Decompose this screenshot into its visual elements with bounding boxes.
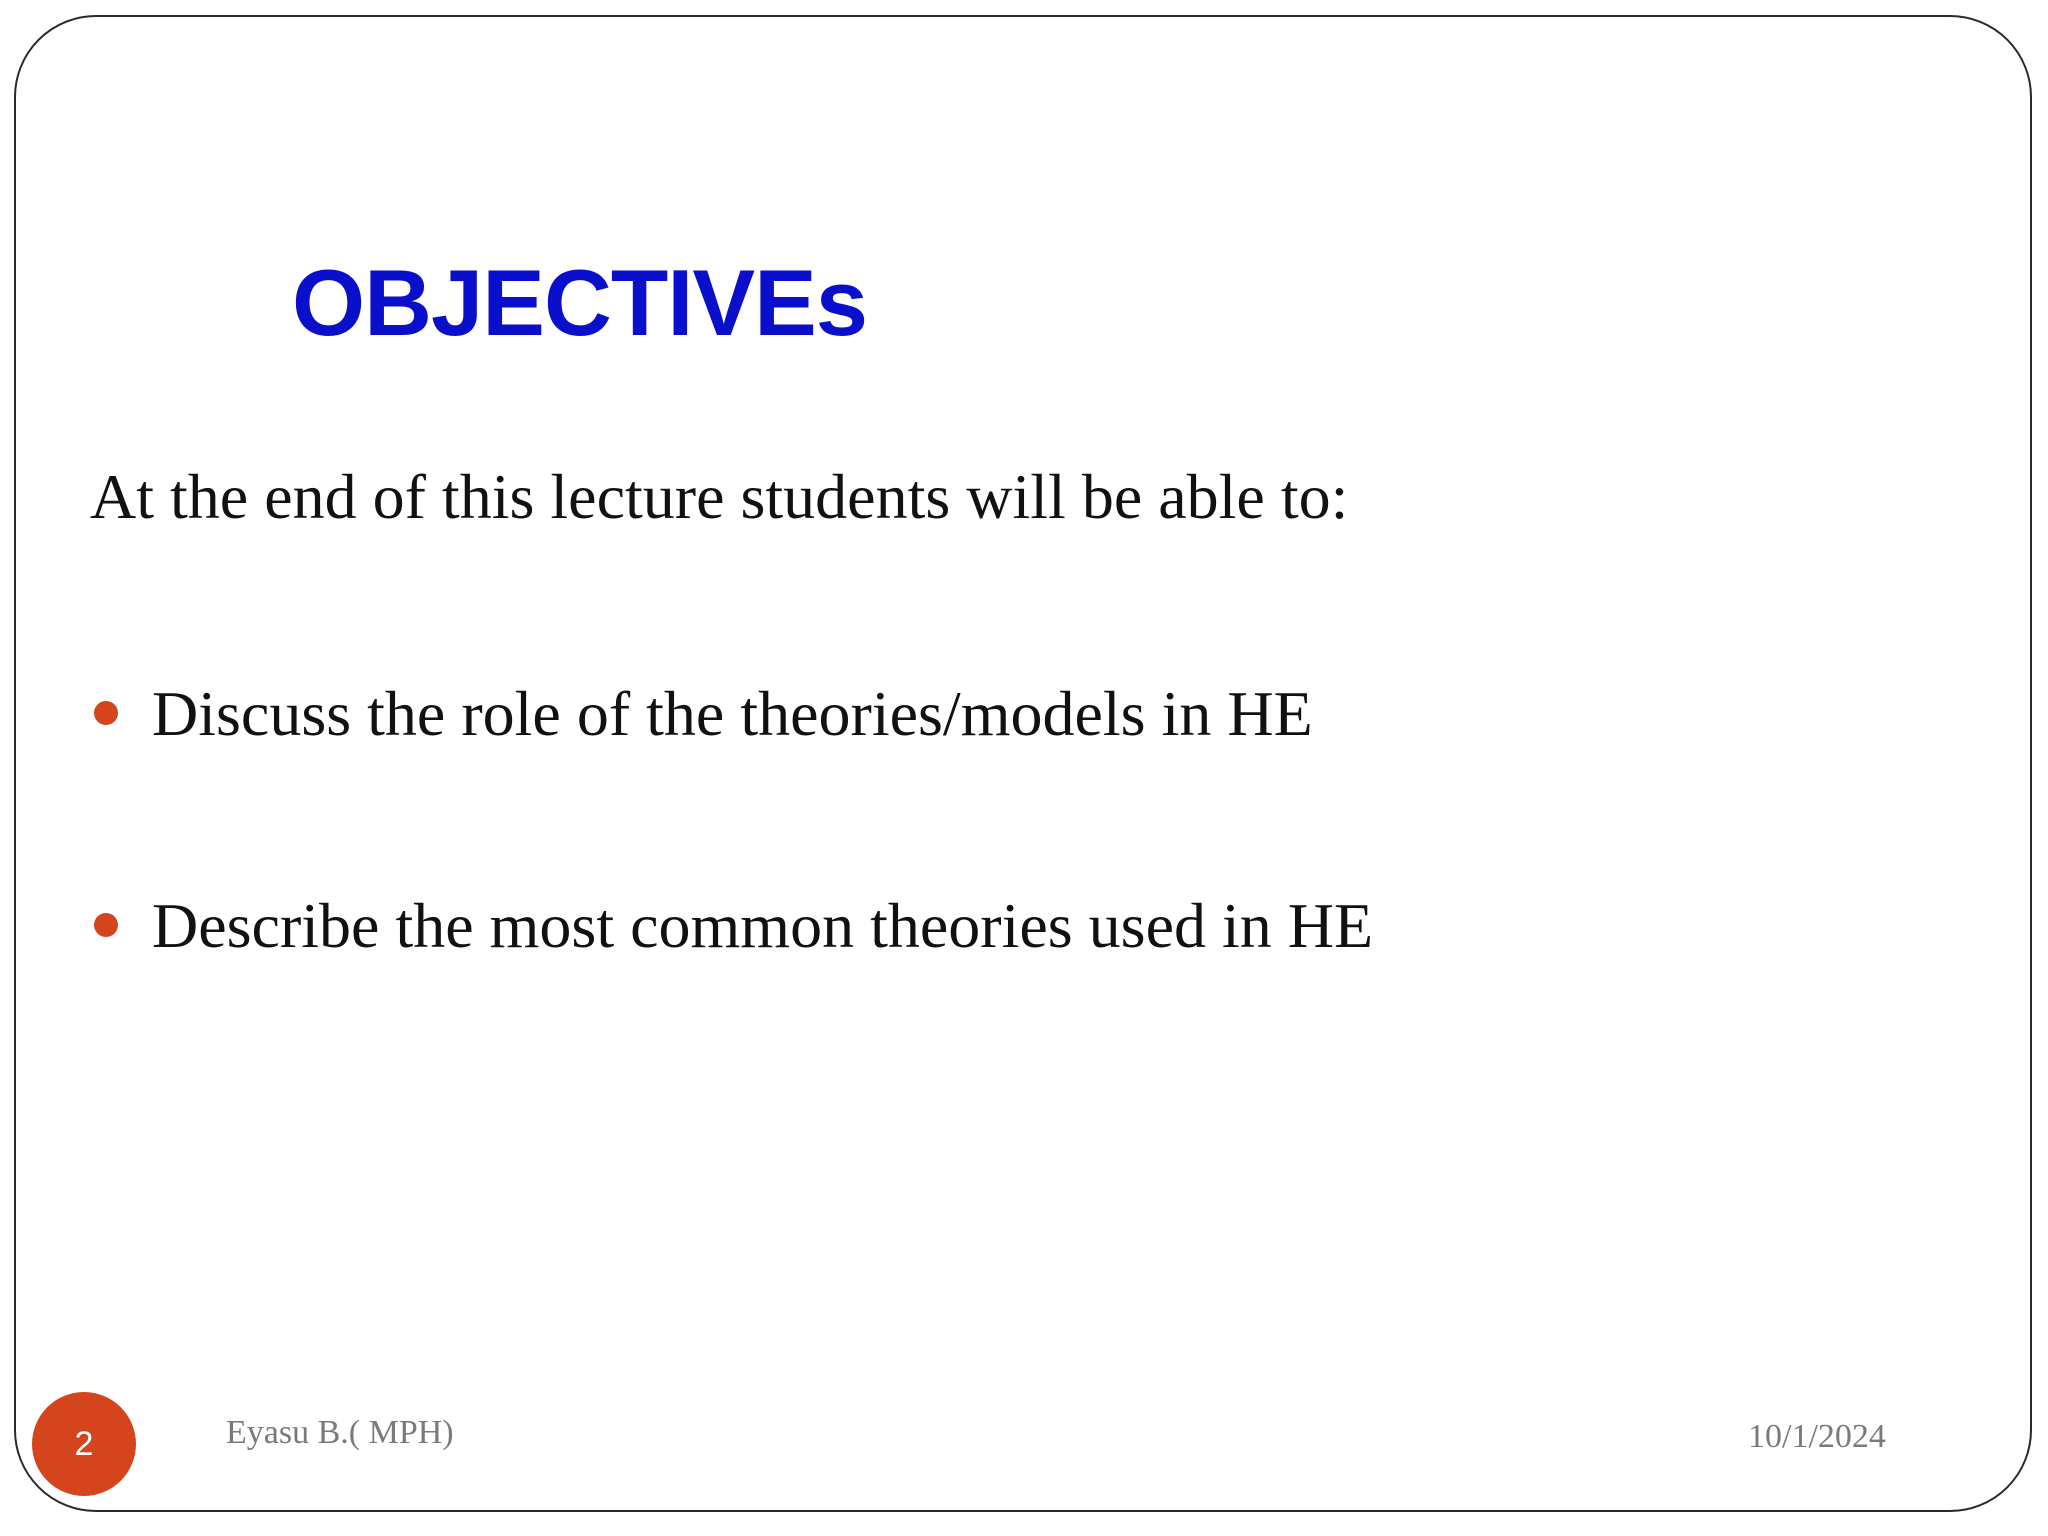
intro-text: At the end of this lecture students will be able to: [90, 461, 1349, 532]
objective-text: Describe the most common theories used in HE [152, 889, 1374, 961]
objective-item [94, 674, 1313, 754]
footer-date: 10/1/2024 [1748, 1418, 1886, 1455]
footer-author: Eyasu B.( MPH) [226, 1414, 454, 1451]
slide-number-badge: 2 [32, 1392, 136, 1496]
slide-title: OBJECTIVEs [292, 250, 868, 355]
slide-frame [14, 15, 2032, 1512]
objective-item [94, 886, 1373, 966]
bullet-dot-icon [94, 701, 118, 725]
objective-text: Discuss the role of the theories/models in HE [152, 677, 1313, 749]
bullet-dot-icon [94, 913, 118, 937]
